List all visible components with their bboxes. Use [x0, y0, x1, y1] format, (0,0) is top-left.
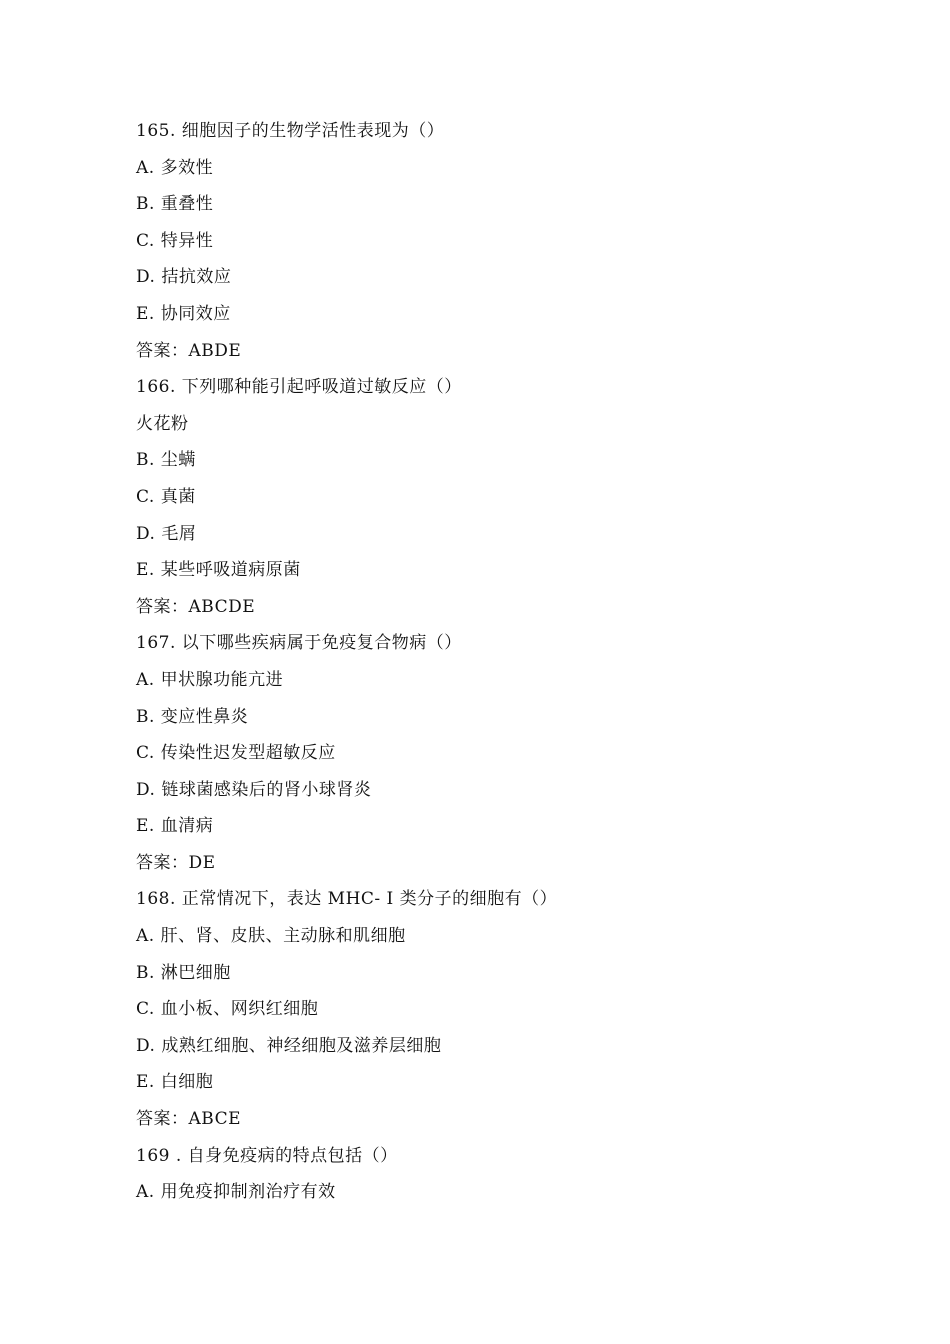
option-c: C. 血小板、网织红细胞 [136, 999, 319, 1020]
option-d: D. 拮抗效应 [136, 267, 232, 288]
question-stem: 168. 正常情况下，表达 MHC- I 类分子的细胞有（） [136, 889, 558, 910]
document-body [136, 113, 896, 1211]
option-a: A. 多效性 [136, 157, 214, 178]
question-stem: 167. 以下哪些疾病属于免疫复合物病（） [136, 633, 462, 654]
option-e: E. 血清病 [136, 816, 214, 837]
option-b: B. 淋巴细胞 [136, 962, 231, 983]
option-c: C. 特异性 [136, 230, 214, 251]
option-e: E. 协同效应 [136, 303, 231, 324]
question-stem: 169 . 自身免疫病的特点包括（） [136, 1145, 398, 1166]
question-stem: 166. 下列哪种能引起呼吸道过敏反应（） [136, 377, 462, 398]
question-166 [136, 369, 896, 625]
question-168 [136, 881, 896, 1137]
answer: 答案：ABDE [136, 340, 242, 361]
answer: 答案：ABCDE [136, 596, 256, 617]
option-a: A. 肝、肾、皮肤、主动脉和肌细胞 [136, 926, 406, 947]
option-c: C. 真菌 [136, 486, 196, 507]
option-c: C. 传染性迟发型超敏反应 [136, 743, 336, 764]
option-d: D. 链球菌感染后的肾小球肾炎 [136, 779, 372, 800]
option-b: B. 重叠性 [136, 194, 214, 215]
question-stem: 165. 细胞因子的生物学活性表现为（） [136, 121, 445, 141]
question-165 [136, 113, 896, 369]
option-e: E. 白细胞 [136, 1072, 214, 1093]
option-b: B. 变应性鼻炎 [136, 706, 249, 727]
answer: 答案：ABCE [136, 1109, 242, 1130]
option-a: A. 用免疫抑制剂治疗有效 [136, 1182, 336, 1203]
question-167 [136, 625, 896, 881]
question-169 [136, 1138, 896, 1211]
option-d: D. 成熟红细胞、神经细胞及滋养层细胞 [136, 1035, 442, 1056]
answer: 答案：DE [136, 852, 216, 873]
option-a: A. 甲状腺功能亢进 [136, 669, 284, 690]
option-d: D. 毛屑 [136, 523, 197, 544]
option-e: E. 某些呼吸道病原菌 [136, 560, 301, 581]
option-b: B. 尘螨 [136, 450, 196, 471]
option-a: 火花粉 [136, 413, 189, 434]
